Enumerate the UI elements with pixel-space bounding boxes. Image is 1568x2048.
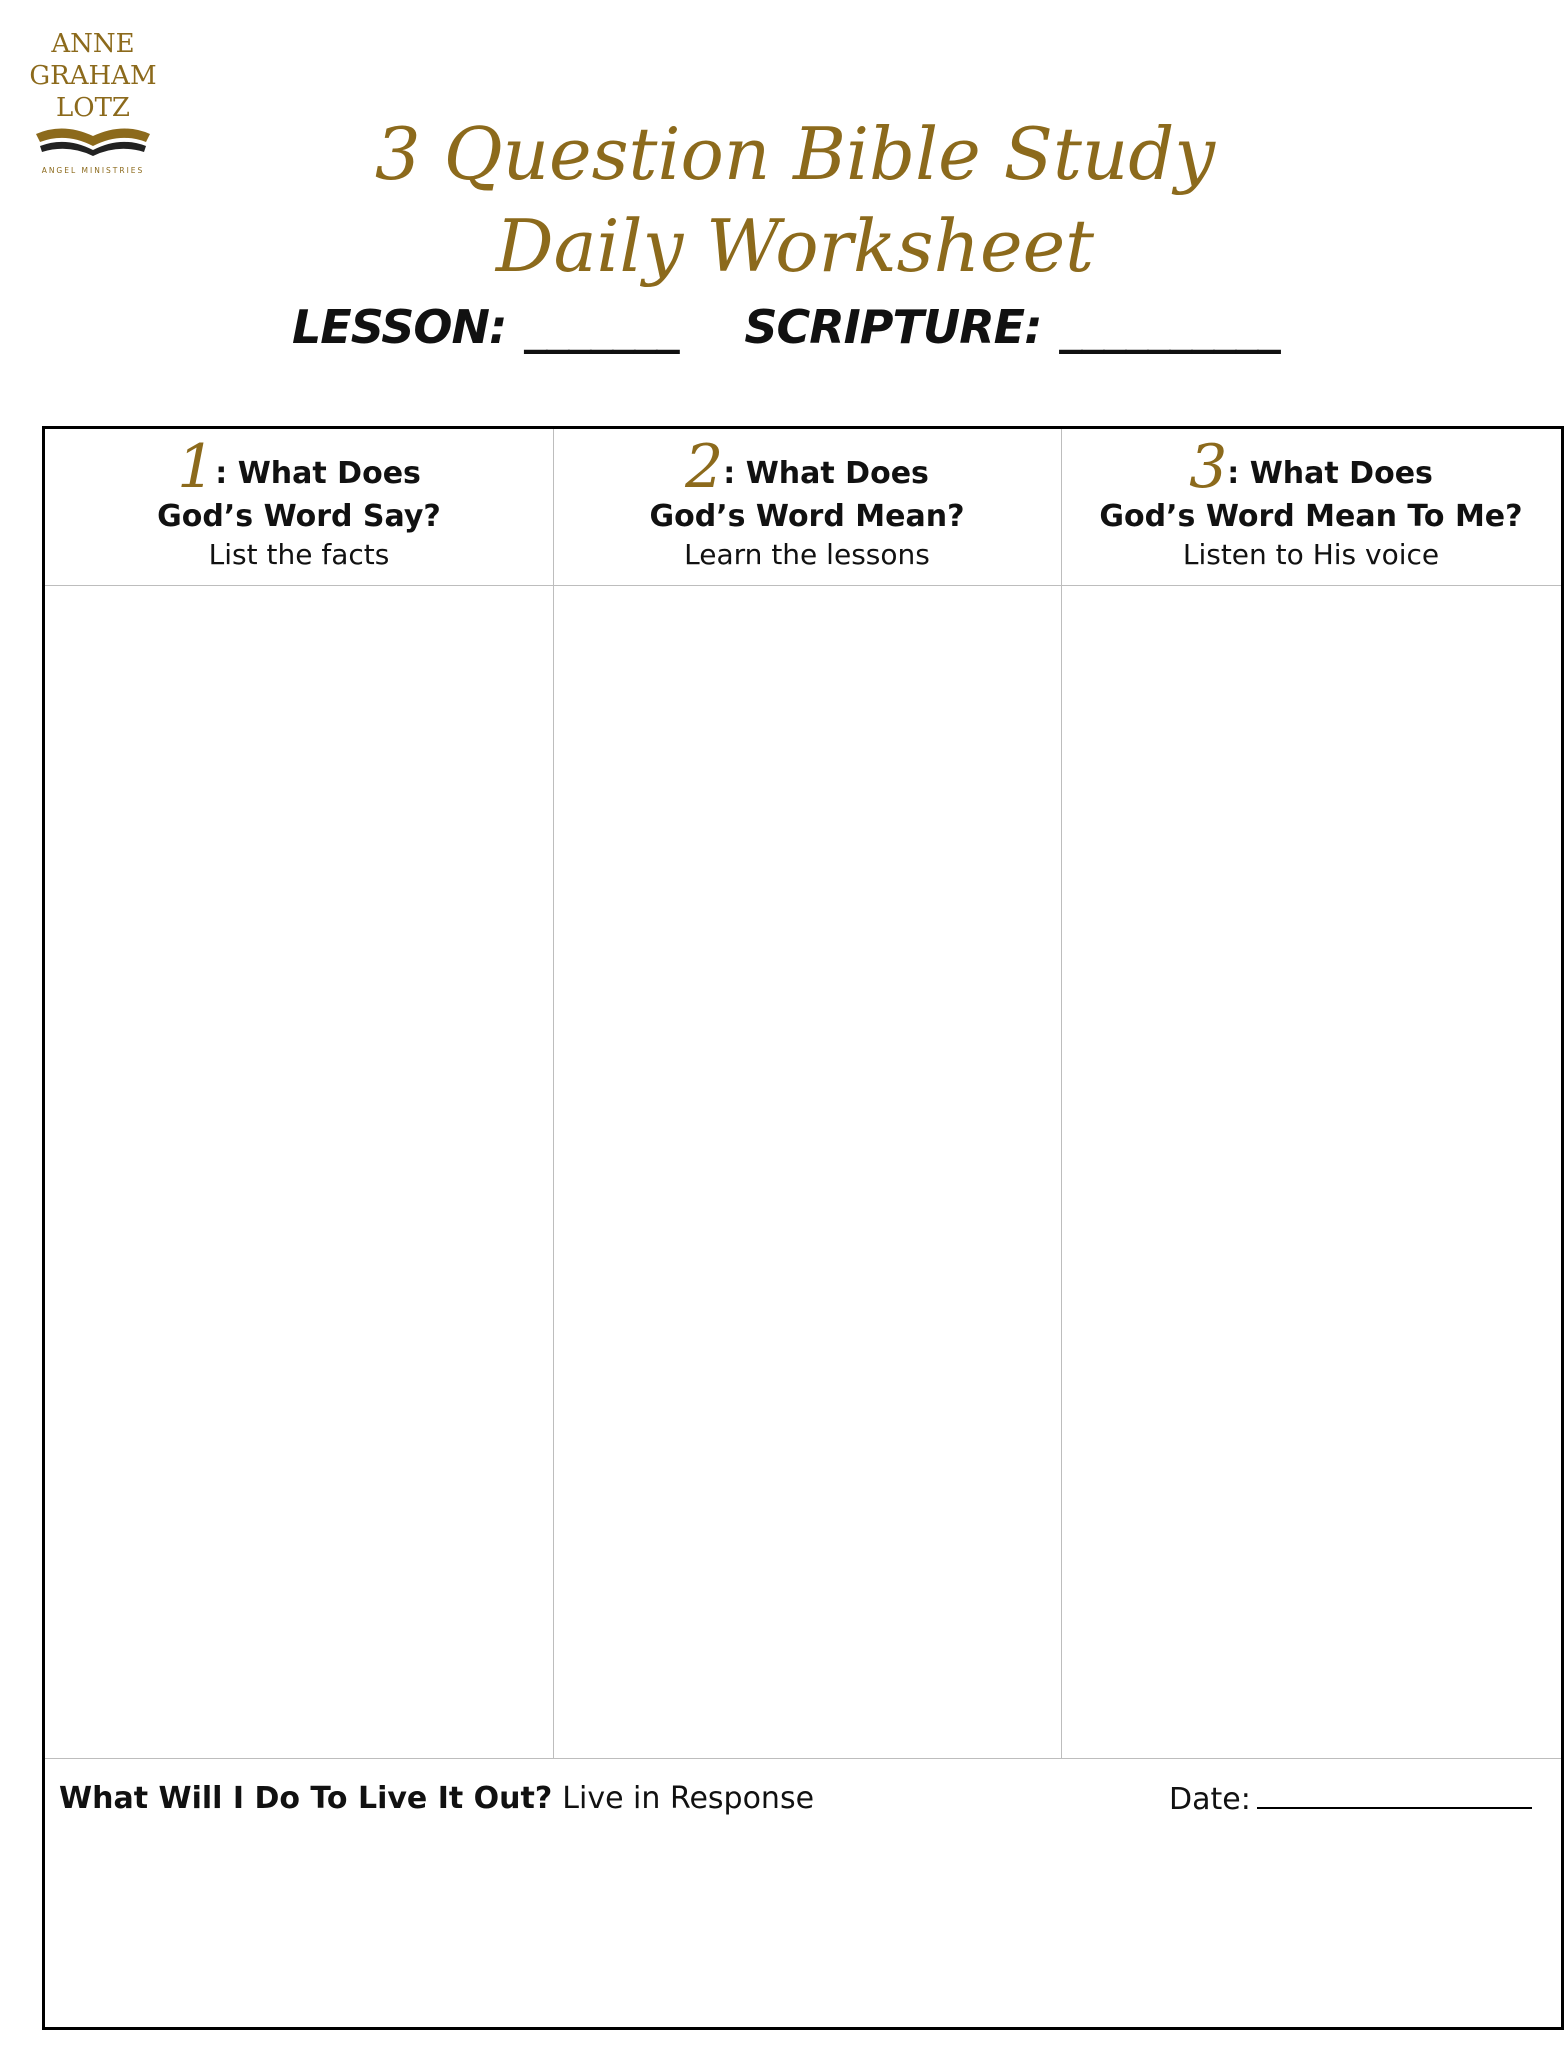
worksheet-title-line1: 3 Question Bible Study [374, 112, 1216, 196]
section-divider [45, 1758, 1561, 1759]
logo-name-line3: LOTZ [56, 93, 130, 123]
lesson-blank[interactable]: _______ [524, 300, 679, 354]
question-instruction: Listen to His voice [1182, 538, 1440, 571]
question-line1: : What Does [1227, 456, 1433, 491]
scripture-blank[interactable]: __________ [1059, 300, 1280, 354]
lesson-scripture-row [292, 300, 1392, 354]
question-number: 3 [1189, 432, 1228, 502]
question-line2: God’s Word Say? [157, 499, 441, 534]
answer-area-facts[interactable] [45, 586, 553, 1758]
live-it-out-section [59, 1781, 1549, 1841]
question-number: 2 [685, 432, 724, 502]
column-header-say [45, 429, 553, 586]
worksheet-table [42, 426, 1564, 2030]
scripture-label: SCRIPTURE: [744, 300, 1042, 354]
question-line1: : What Does [215, 456, 421, 491]
logo-name-line2: GRAHAM [29, 61, 157, 91]
question-number: 1 [177, 432, 216, 502]
question-instruction: List the facts [208, 538, 390, 571]
logo-name-line1: ANNE [51, 29, 135, 59]
date-label: Date: [1169, 1782, 1251, 1817]
logo-tagline: ANGEL MINISTRIES [41, 166, 145, 175]
answer-area-lessons[interactable] [553, 586, 1061, 1758]
answer-area-voice[interactable] [1061, 586, 1561, 1758]
column-header-mean-to-me [1061, 429, 1561, 586]
question-line2: God’s Word Mean To Me? [1099, 499, 1523, 534]
question-line2: God’s Word Mean? [649, 499, 965, 534]
date-field [1169, 1781, 1532, 1817]
column-header-mean [553, 429, 1061, 586]
column-divider [553, 429, 554, 1758]
question-instruction: Learn the lessons [684, 538, 930, 571]
worksheet-title-line2: Daily Worksheet [495, 204, 1095, 288]
live-it-out-subtitle: Live in Response [562, 1781, 815, 1816]
column-divider [1061, 429, 1062, 1758]
lesson-label: LESSON: [292, 300, 507, 354]
date-input-line[interactable] [1257, 1781, 1532, 1809]
question-line1: : What Does [723, 456, 929, 491]
live-it-out-question: What Will I Do To Live It Out? [59, 1781, 553, 1816]
